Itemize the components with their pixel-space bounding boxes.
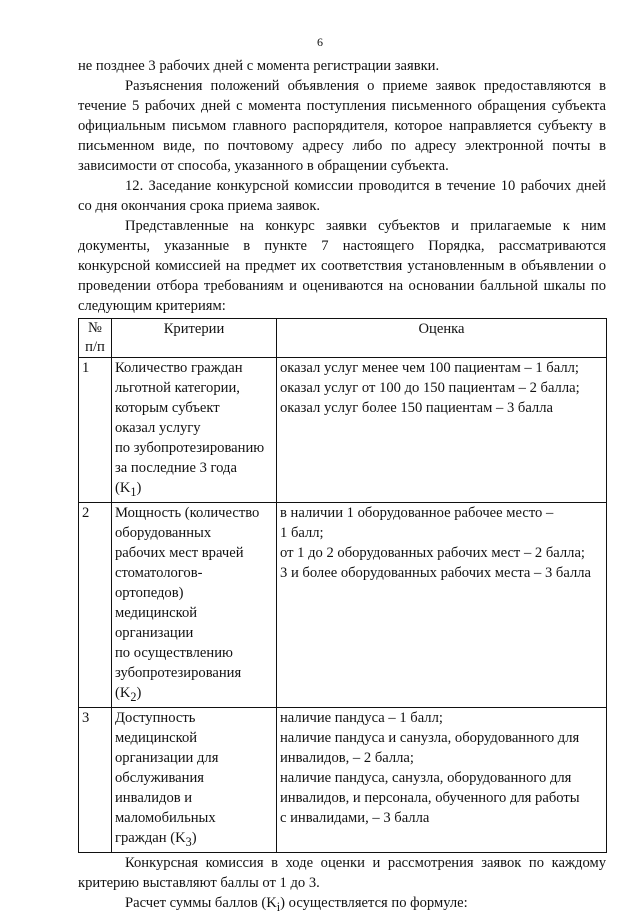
code-prefix: (K [115,684,131,701]
criteria-line: которым субъект [115,400,220,416]
criteria-line: стоматологов- [115,564,203,581]
criteria-line: оказал услугу [115,420,201,436]
code-suffix: ) [136,480,142,496]
page-number: 6 [317,35,323,49]
criteria-line: Мощность (количество [115,504,260,521]
header-number-line: № [88,320,102,336]
criteria-line: медицинской [115,604,198,621]
criteria-line: ортопедов) [115,584,184,601]
score-line: оказал услуг от 100 до 150 пациентам – 2 балла; [280,380,580,396]
criteria-line: Количество граждан [115,360,243,376]
criteria-cell [112,502,277,707]
code-suffix: ) [136,684,142,701]
code-prefix: граждан (K [115,829,186,846]
paragraph: 12. Заседание конкурсной комиссии проводится в течение 10 рабочих дней со дня окончания срока приема заявок. [78,178,606,214]
document-body [78,56,606,917]
formula-intro-suffix: ) осуществляется по формуле: [280,894,468,911]
criteria-line: оборудованных [115,524,212,541]
criteria-code [115,828,276,852]
score-line: 1 балл; [280,524,324,541]
code-subscript: 2 [130,689,137,704]
code-subscript: 1 [130,484,137,499]
criteria-code [115,683,276,707]
criteria-line: по зубопротезированию [115,440,265,456]
criteria-code [115,478,276,502]
code-subscript: 3 [185,834,192,849]
criteria-line: обслуживания [115,769,204,786]
formula-intro-subscript: i [276,899,281,914]
header-criteria: Критерии [112,319,277,358]
table-row [79,358,607,503]
table-header-row [79,319,607,358]
score-cell [277,707,607,852]
score-line: инвалидов, – 2 балла; [280,749,414,766]
criteria-line: организации [115,624,194,641]
criteria-table [78,318,607,853]
header-number-line: п/п [85,339,105,355]
score-line: с инвалидами, – 3 балла [280,809,430,826]
paragraph: Разъяснения положений объявления о приеме заявок предоставляются в течение 5 рабочих дней с момента поступления письменного обращения субъекта официальным письмом главного распорядителя, которое направляется субъекту в письменном виде, по почтовому адресу либо по адресу электронной почты в зависимости от способа, указанного в обращении субъекта. [78,78,606,174]
criteria-line: за последние 3 года [115,460,237,476]
score-line: инвалидов, и персонала, обученного для работы [280,789,580,806]
criteria-line: инвалидов и [115,789,193,806]
header-number [79,319,112,358]
table-row [79,707,607,852]
formula-intro-prefix: Расчет суммы баллов (K [125,894,277,911]
table-row [79,502,607,707]
row-number: 3 [79,707,112,852]
criteria-line: рабочих мест врачей [115,544,244,561]
score-line: наличие пандуса и санузла, оборудованного для [280,729,580,746]
criteria-cell [112,707,277,852]
code-prefix: (K [115,480,131,496]
score-line: наличие пандуса – 1 балл; [280,709,443,726]
row-number: 2 [79,502,112,707]
paragraph: не позднее 3 рабочих дней с момента регистрации заявки. [78,58,440,74]
criteria-line: маломобильных [115,809,216,826]
header-score: Оценка [277,319,607,358]
score-cell [277,502,607,707]
score-line: оказал услуг менее чем 100 пациентам – 1 балл; [280,360,579,376]
row-number: 1 [79,358,112,503]
criteria-line: медицинской [115,729,198,746]
code-suffix: ) [191,829,197,846]
score-line: от 1 до 2 оборудованных рабочих мест – 2 балла; [280,544,585,561]
score-line: в наличии 1 оборудованное рабочее место – [280,504,554,521]
criteria-line: Доступность [115,709,196,726]
criteria-line: организации для [115,749,219,766]
paragraph: Представленные на конкурс заявки субъектов и прилагаемые к ним документы, указанные в пункте 7 настоящего Порядка, рассматриваются конкурсной комиссией на предмет их соответствия установленным в объявлении о проведении отбора требованиям и оцениваются на основании балльной шкалы по следующим критериям: [78,218,606,314]
score-line: 3 и более оборудованных рабочих места – 3 балла [280,564,592,581]
score-line: оказал услуг более 150 пациентам – 3 балла [280,400,553,416]
criteria-line: зубопротезирования [115,664,242,681]
score-line: наличие пандуса, санузла, оборудованного для [280,769,572,786]
criteria-line: по осуществлению [115,644,233,661]
paragraph: Конкурсная комиссия в ходе оценки и рассмотрения заявок по каждому критерию выставляют баллы от 1 до 3. [78,854,606,891]
criteria-line: льготной категории, [115,380,240,396]
criteria-cell [112,358,277,503]
score-cell [277,358,607,503]
